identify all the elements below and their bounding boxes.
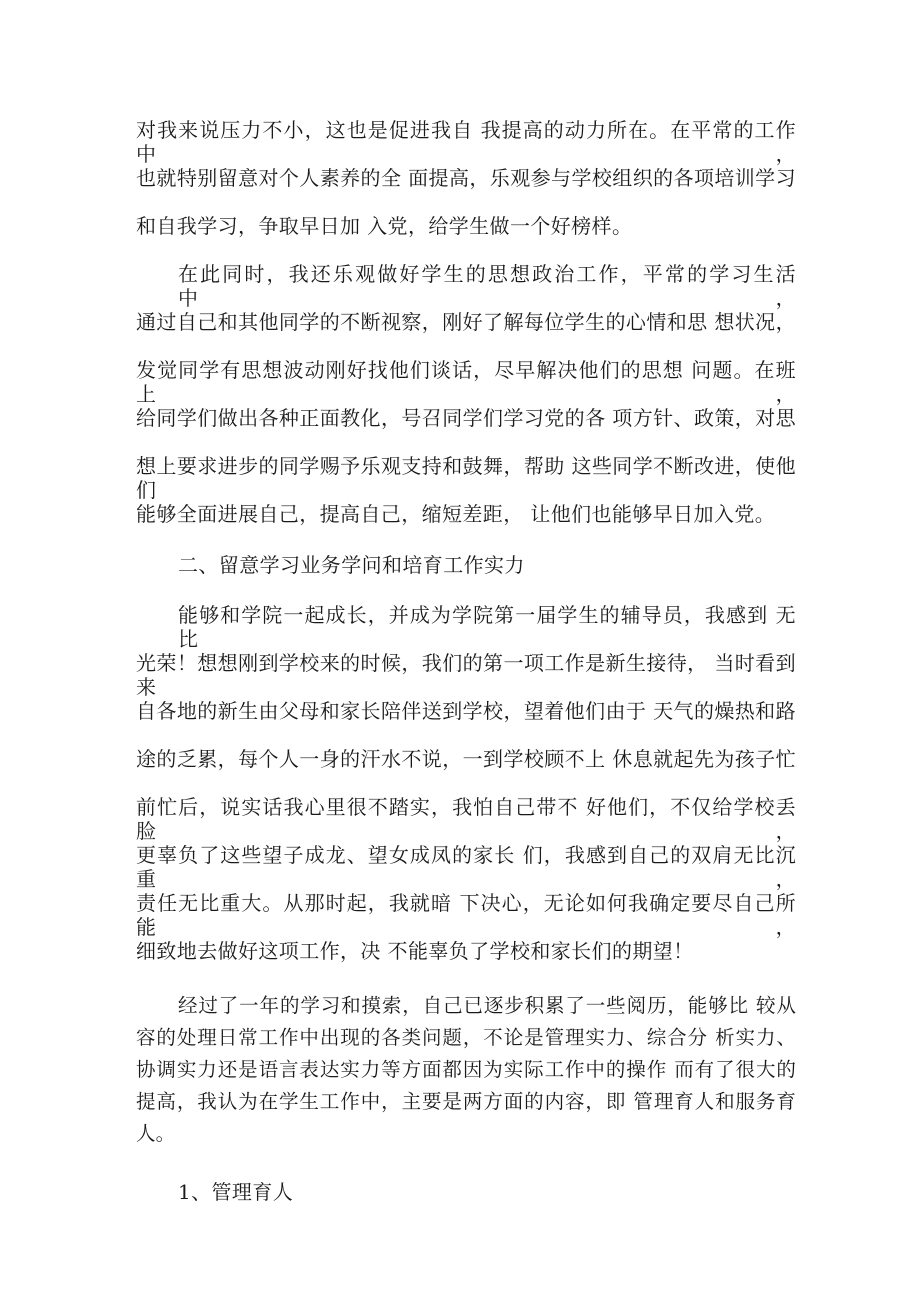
paragraph-1-line-1: 对我来说压力不小，这也是促进我自 我提高的动力所在。在平常的工作中， (136, 118, 796, 166)
paragraph-2-line-4: 给同学们做出各种正面教化，号召同学们学习党的各 项方针、政策，对思 (136, 406, 796, 430)
paragraph-4-line-4: 提高，我认为在学生工作中，主要是两方面的内容，即 管理育人和服务育 (136, 1090, 796, 1113)
paragraph-2-line-1: 在此同时，我还乐观做好学生的思想政治工作，平常的学习生活 中， (178, 262, 796, 310)
paragraph-4-line-1: 经过了一年的学习和摸索，自己已逐步积累了一些阅历，能够比 较从 (178, 994, 796, 1017)
paragraph-3-line-3: 自各地的新生由父母和家长陪伴送到学校，望着他们由于 天气的燥热和路 (136, 699, 796, 723)
paragraph-3-line-4: 途的乏累，每个人一身的汗水不说，一到学校顾不上 休息就起先为孩子忙 (136, 747, 796, 771)
paragraph-1-line-3: 和自我学习，争取早日加 入党，给学生做一个好榜样。 (136, 214, 633, 238)
paragraph-4-line-3: 协调实力还是语言表达实力等方面都因为实际工作中的操作 而有了很大的 (136, 1058, 796, 1081)
paragraph-3-line-7: 责任无比重大。从那时起，我就暗 下决心，无论如何我确定要尽自己所能， (136, 891, 796, 939)
paragraph-2-line-5: 想上要求进步的同学赐予乐观支持和鼓舞，帮助 这些同学不断改进，使他们 (136, 454, 796, 502)
paragraph-3-line-8: 细致地去做好这项工作，决 不能辜负了学校和家长们的期望！ (136, 939, 694, 963)
subsection-heading-1: 1、管理育人 (178, 1180, 294, 1204)
paragraph-3-line-2: 光荣！想想刚到学校来的时候，我们的第一项工作是新生接待， 当时看到来 (136, 651, 796, 699)
paragraph-1-line-2: 也就特别留意对个人素养的全 面提高，乐观参与学校组织的各项培训学习 (136, 166, 796, 190)
paragraph-2-line-3: 发觉同学有思想波动刚好找他们谈话，尽早解决他们的思想 问题。在班上， (136, 358, 796, 406)
paragraph-3-line-1: 能够和学院一起成长，并成为学院第一届学生的辅导员，我感到 无比 (178, 603, 796, 651)
paragraph-4-line-5: 人。 (136, 1122, 176, 1145)
paragraph-2-line-6: 能够全面进展自己，提高自己，缩短差距， 让他们也能够早日加入党。 (136, 502, 776, 526)
paragraph-2-line-2: 通过自己和其他同学的不断视察，刚好了解每位学生的心情和思 想状况， (136, 310, 796, 334)
paragraph-3-line-5: 前忙后，说实话我心里很不踏实，我怕自己带不 好他们，不仅给学校丢脸， (136, 795, 796, 843)
paragraph-3-line-6: 更辜负了这些望子成龙、望女成凤的家长 们，我感到自己的双肩无比沉重， (136, 843, 796, 891)
section-heading-2: 二、留意学习业务学问和培育工作实力 (178, 553, 525, 577)
paragraph-4-line-2: 容的处理日常工作中出现的各类问题，不论是管理实力、综合分 析实力、 (136, 1026, 796, 1049)
